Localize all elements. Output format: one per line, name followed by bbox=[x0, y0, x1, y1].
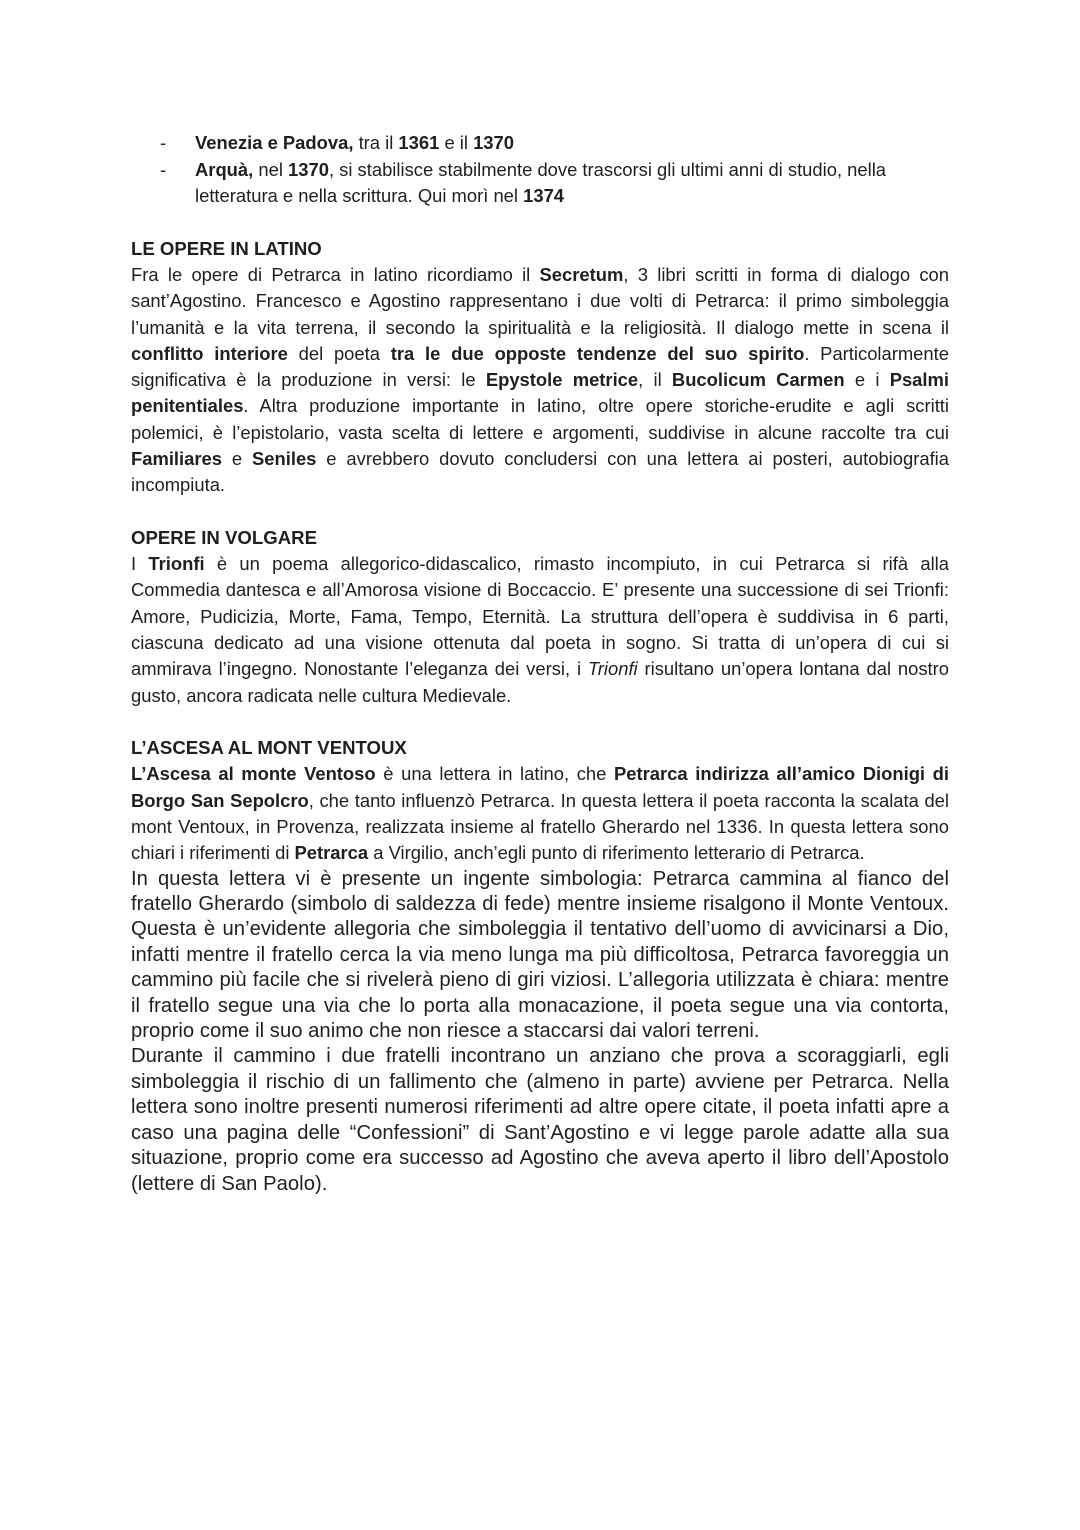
section-heading: OPERE IN VOLGARE bbox=[131, 526, 317, 548]
list-item-text: Venezia e Padova, tra il 1361 e il 1370 bbox=[195, 132, 514, 153]
section-heading: L’ASCESA AL MONT VENTOUX bbox=[131, 736, 407, 758]
section-latin-works bbox=[131, 236, 949, 499]
bullet-dash: - bbox=[160, 132, 167, 153]
section-mont-ventoux bbox=[131, 735, 949, 1197]
paragraph: Fra le opere di Petrarca in latino ricordiamo il Secretum, 3 libri scritti in forma di dialogo con sant’Agostino. Francesco e Agostino rappresentano i due volti di Petrarca: il primo simboleggia l’umanità e la vita terrena, il secondo la spiritualità e la religiosità. Il dialogo mette in scena il conflitto interiore del poeta tra le due opposte tendenze del suo spirito. Particolarmente significativa è la produzione in versi: le Epystole metrice, il Bucolicum Carmen e i Psalmi penitentiales. Altra produzione importante in latino, oltre opere storiche-erudite e agli scritti polemici, è l’epistolario, vasta scelta di lettere e argomenti, suddivise in alcune raccolte tra cui Familiares e Seniles e avrebbero dovuto concludersi con una lettera ai posteri, autobiografia incompiuta. bbox=[131, 264, 949, 496]
paragraph: I Trionfi è un poema allegorico-didascalico, rimasto incompiuto, in cui Petrarca si rifà alla Commedia dantesca e all’Amorosa visione di Boccaccio. E’ presente una successione di sei Trionfi: Amore, Pudicizia, Morte, Fama, Tempo, Eternità. La struttura dell’opera è suddivisa in 6 parti, ciascuna dedicato ad una visione ottenuta dal poeta in sogno. Si tratta di un’opera di cui si ammirava l’ingegno. Nonostante l’eleganza dei versi, i Trionfi risultano un’opera lontana dal nostro gusto, ancora radicata nelle cultura Medievale. bbox=[131, 553, 949, 706]
paragraph: In questa lettera vi è presente un ingente simbologia: Petrarca cammina al fianco del fratello Gherardo (simbolo di saldezza di fede) mentre insieme risalgono il Monte Ventoux. Questa è un’evidente allegoria che simboleggia il tentativo dell’uomo di avvicinarsi a Dio, infatti mentre il fratello cerca la via meno lunga ma più difficoltosa, Petrarca favoreggia un cammino più facile che si rivelerà pieno di giri viziosi. L’allegoria utilizzata è chiara: mentre il fratello segue una via che lo porta alla monacazione, il poeta segue una via contorta, proprio come il suo animo che non riesce a staccarsi dai valori terreni. bbox=[131, 867, 949, 1043]
section-vernacular-works bbox=[131, 525, 949, 709]
bullet-dash: - bbox=[160, 158, 167, 180]
paragraph: L’Ascesa al monte Ventoso è una lettera in latino, che Petrarca indirizza all’amico Dionigi di Borgo San Sepolcro, che tanto influenzò Petrarca. In questa lettera il poeta racconta la scalata del mont Ventoux, in Provenza, realizzata insieme al fratello Gherardo nel 1336. In questa lettera sono chiari i riferimenti di Petrarca a Virgilio, anch’egli punto di riferimento letterario di Petrarca. bbox=[131, 763, 949, 864]
list-item bbox=[131, 157, 949, 210]
paragraph: Durante il cammino i due fratelli incontrano un anziano che prova a scoraggiarli, egli simboleggia il rischio di un fallimento che (almeno in parte) avviene per Petrarca. Nella lettera sono inoltre presenti numerosi riferimenti ad altre opere citate, il poeta infatti apre a caso una pagina delle “Confessioni” di Sant’Agostino e vi legge parole adatte alla sua situazione, proprio come era successo ad Agostino che aveva aperto il libro dell’Apostolo (lettere di San Paolo). bbox=[131, 1045, 949, 1195]
list-item-text: Arquà, nel 1370, si stabilisce stabilmente dove trascorsi gli ultimi anni di studio, nella letteratura e nella scrittura. Qui morì nel 1374 bbox=[195, 158, 887, 206]
document-page bbox=[131, 130, 949, 1197]
residence-list bbox=[131, 130, 949, 210]
list-item bbox=[131, 130, 949, 157]
section-heading: LE OPERE IN LATINO bbox=[131, 237, 322, 259]
